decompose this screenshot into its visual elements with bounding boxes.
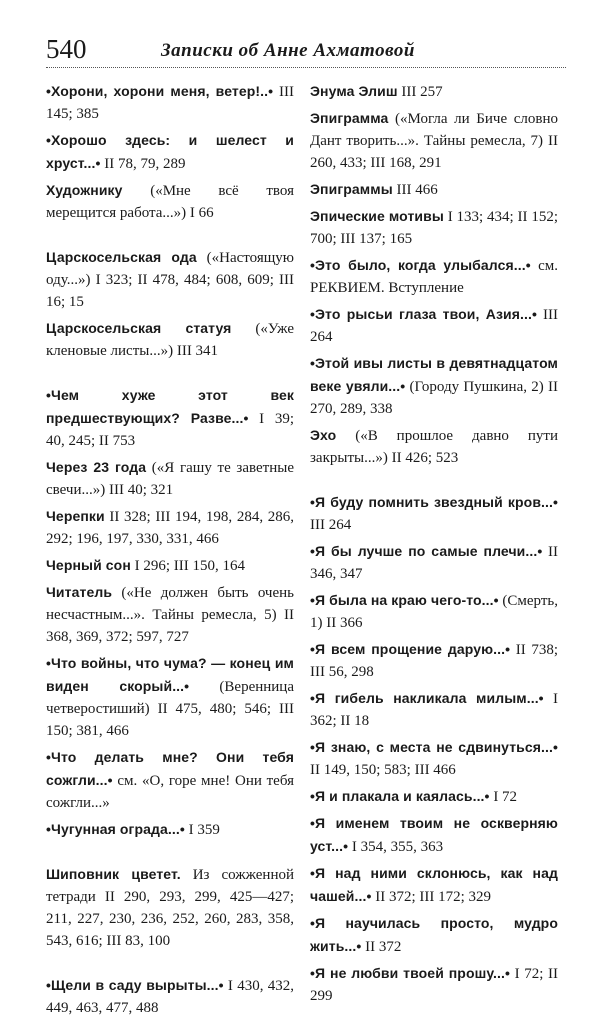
entry-references: («Мне всё твоя мерещится работа...») I 66 (46, 183, 294, 221)
index-entry (46, 246, 294, 313)
index-entry (46, 505, 294, 550)
entry-heading: Художнику (46, 182, 123, 198)
index-entry (46, 974, 294, 1019)
entry-references: II 372 (361, 939, 402, 955)
entry-heading: •Я знаю, с места не сдвинуться...• (310, 739, 558, 755)
entry-heading: •Я научилась просто, мудро жить...• (310, 915, 558, 954)
entry-references: см. «О, горе мне! Они тебя сожгли...» (46, 773, 294, 811)
entry-heading: •Я всем прощение дарую...• (310, 641, 511, 657)
entry-references: («Не должен быть очень несчастным...». Тайны ремесла, 5) II 368, 369, 372; 597, 727 (46, 585, 294, 645)
entry-references: III 264 (310, 517, 352, 533)
entry-heading: •Я бы лучше по самые плечи...• (310, 543, 543, 559)
entry-heading: •Я и плакала и каялась...• (310, 788, 490, 804)
entry-heading: •Я была на краю чего-то...• (310, 592, 499, 608)
entry-heading: Черепки (46, 508, 105, 524)
index-entry (310, 638, 558, 683)
entry-references: III 466 (392, 182, 438, 198)
index-entry (46, 384, 294, 452)
index-entry (310, 254, 558, 299)
entry-heading: •Хорошо здесь: и шелест и хруст...• (46, 132, 294, 171)
index-entry (310, 352, 558, 420)
entry-references: II 328; III 194, 198, 284, 286, 292; 196, 197, 330, 331, 466 (46, 509, 294, 547)
index-entry (310, 912, 558, 958)
entry-references: I 362; II 18 (310, 691, 558, 729)
index-entry (310, 303, 558, 348)
entry-heading: •Щели в саду вырыты...• (46, 977, 224, 993)
index-entry (46, 80, 294, 125)
entry-references: II 346, 347 (310, 544, 558, 582)
index-entry (310, 589, 558, 634)
index-entry (310, 785, 558, 808)
index-entry (310, 736, 558, 781)
entry-heading: Шиповник цветет. (46, 866, 181, 882)
entry-heading: Эпиграмма (310, 110, 389, 126)
entry-heading: Через 23 года (46, 459, 147, 475)
index-entry (310, 107, 558, 174)
entry-heading: •Это было, когда улыбался...• (310, 257, 531, 273)
index-entry (46, 129, 294, 175)
entry-references: I 39; 40, 245; II 753 (46, 411, 294, 449)
entry-references: III 145; 385 (46, 84, 294, 122)
entry-references: («В прошлое давно пути закрыты...») II 426; 523 (310, 428, 558, 466)
entry-references: III 264 (310, 307, 558, 345)
index-entry (310, 424, 558, 469)
entry-heading: Царскосельская статуя (46, 320, 232, 336)
entry-heading: •Я буду помнить звездный кров...• (310, 494, 558, 510)
index-entry (310, 862, 558, 908)
entry-heading: •Этой ивы листы в девятнадцатом веке увяли...• (310, 355, 558, 394)
entry-references: (Веренница четверостиший) II 475, 480; 546; III 150; 381, 466 (46, 679, 294, 739)
index-entry (310, 540, 558, 585)
index-column-left (46, 80, 294, 1023)
entry-references: I 354, 355, 363 (348, 839, 444, 855)
entry-references: I 72 (489, 789, 518, 805)
index-column-right (310, 80, 558, 1011)
entry-heading: •Что делать мне? Они тебя сожгли...• (46, 749, 294, 788)
entry-references: (Смерть, 1) II 366 (310, 593, 558, 631)
index-entry (46, 554, 294, 577)
index-entry (310, 962, 558, 1007)
entry-references: I 72; II 299 (310, 966, 558, 1004)
entry-references: II 78, 79, 289 (100, 156, 186, 172)
page-number: 540 (46, 34, 87, 64)
entry-references: (Городу Пушкина, 2) II 270, 289, 338 (310, 379, 558, 417)
entry-heading: Читатель (46, 584, 113, 600)
entry-references: («Уже кленовые листы...») III 341 (46, 321, 294, 359)
entry-references: («Настоящую оду...») I 323; II 478, 484; 608, 609; III 16; 15 (46, 250, 294, 310)
entry-heading: •Я над ними склонюсь, как над чашей...• (310, 865, 558, 904)
index-entry (310, 80, 558, 103)
index-entry (46, 818, 294, 841)
entry-heading: Энума Элиш (310, 83, 398, 99)
entry-heading: •Чем хуже этот век предшествующих? Разве...• (46, 387, 294, 426)
entry-references: I 430, 432, 449, 463, 477, 488 (46, 978, 294, 1016)
index-entry (46, 317, 294, 362)
index-entry (46, 179, 294, 224)
entry-heading: Эхо (310, 427, 337, 443)
entry-references: III 257 (397, 84, 443, 100)
index-entry (310, 491, 558, 536)
entry-heading: •Хорони, хорони меня, ветер!..• (46, 83, 274, 99)
entry-references: («Могла ли Биче словно Дант творить...». Тайны ремесла, 7) II 260, 433; III 168, 291 (310, 111, 558, 171)
entry-references: I 359 (184, 822, 220, 838)
entry-references: II 738; III 56, 298 (310, 642, 558, 680)
index-entry (310, 812, 558, 858)
entry-heading: •Это рысьи глаза твои, Азия...• (310, 306, 537, 322)
index-entry (46, 652, 294, 742)
entry-references: («Я гашу те заветные свечи...») III 40; 321 (46, 460, 294, 498)
header-rule (46, 67, 566, 68)
index-entry (46, 456, 294, 501)
index-entry (310, 687, 558, 732)
entry-references: II 149, 150; 583; III 466 (310, 762, 456, 778)
entry-references: см. РЕКВИЕМ. Вступление (310, 258, 559, 296)
entry-references: I 296; III 150, 164 (130, 558, 246, 574)
index-entry (46, 863, 294, 952)
entry-references: Из сожженной тетради II 290, 293, 299, 425—427; 211, 227, 230, 236, 252, 260, 283, 358, 543, 616; III 83, 100 (46, 867, 295, 949)
entry-heading: •Я гибель накликала милым...• (310, 690, 544, 706)
page-header (46, 34, 566, 70)
entry-heading: Черный сон (46, 557, 131, 573)
index-entry (46, 746, 294, 814)
entry-heading: Эпиграммы (310, 181, 393, 197)
entry-heading: Эпические мотивы (310, 208, 444, 224)
index-entry (46, 581, 294, 648)
entry-heading: •Я не любви твоей прошу...• (310, 965, 511, 981)
entry-heading: •Что войны, что чума? — конец им виден скорый...• (46, 655, 294, 694)
entry-references: I 133; 434; II 152; 700; III 137; 165 (310, 209, 558, 247)
entry-heading: •Чугунная ограда...• (46, 821, 185, 837)
index-entry (310, 178, 558, 201)
running-title: Записки об Анне Ахматовой (161, 40, 415, 61)
entry-references: II 372; III 172; 329 (371, 889, 492, 905)
entry-heading: Царскосельская ода (46, 249, 197, 265)
entry-heading: •Я именем твоим не оскверняю уст...• (310, 815, 558, 854)
index-entry (310, 205, 558, 250)
